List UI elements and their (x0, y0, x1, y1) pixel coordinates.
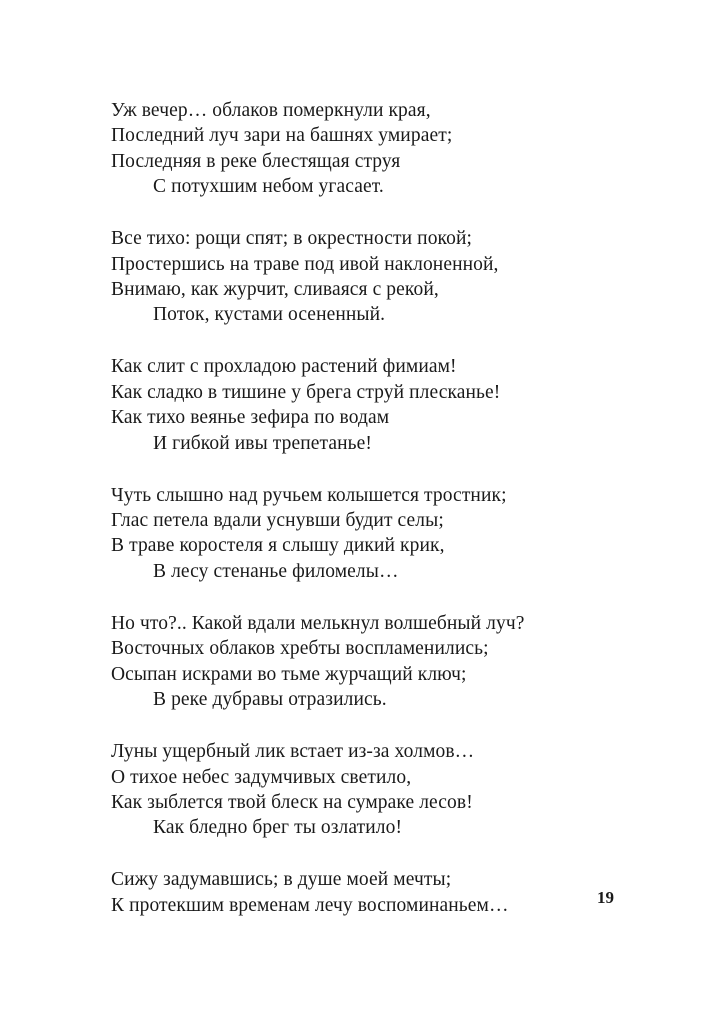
verse-line: Осыпан искрами во тьме журчащий ключ; (111, 663, 467, 685)
page-number: 19 (597, 888, 614, 907)
stanza-1 (111, 98, 591, 200)
verse-line-indented: С потухшим небом угасает. (153, 176, 384, 198)
verse-line-indented: И гибкой ивы трепетанье! (153, 432, 373, 454)
verse-line: Чуть слышно над ручьем колышется тростник; (111, 484, 507, 506)
verse-line: Последняя в реке блестящая струя (111, 150, 401, 172)
verse-line-indented: В реке дубравы отразились. (153, 689, 387, 711)
poem-text (111, 98, 591, 918)
verse-line: Все тихо: рощи спят; в окрестности покой; (111, 228, 473, 250)
verse-line: В траве коростеля я слышу дикий крик, (111, 535, 445, 557)
verse-line: Внимаю, как журчит, сливаяся с рекой, (111, 279, 439, 301)
verse-line: Как зыблется твой блеск на сумраке лесов! (111, 791, 473, 813)
stanza-7 (111, 867, 591, 918)
stanza-3 (111, 354, 591, 456)
stanza-2 (111, 226, 591, 328)
stanza-5 (111, 611, 591, 713)
verse-line-indented: Поток, кустами осененный. (153, 304, 386, 326)
verse-line: Но что?.. Какой вдали мелькнул волшебный луч? (111, 612, 525, 634)
verse-line: О тихое небес задумчивых светило, (111, 766, 412, 788)
verse-line: Как слит с прохладою растений фимиам! (111, 356, 457, 378)
verse-line: Сижу задумавшись; в душе моей мечты; (111, 869, 452, 891)
verse-line: Глас петела вдали уснувши будит селы; (111, 510, 444, 532)
verse-line: Последний луч зари на башнях умирает; (111, 125, 453, 147)
verse-line: К протекшим временам лечу воспоминаньем… (111, 894, 509, 916)
verse-line: Простершись на траве под ивой наклоненной, (111, 253, 499, 275)
verse-line: Уж вечер… облаков померкнули края, (111, 100, 431, 121)
verse-line: Как тихо веянье зефира по водам (111, 407, 390, 429)
verse-line-indented: В лесу стенанье филомелы… (153, 560, 399, 582)
stanza-6 (111, 739, 591, 841)
stanza-4 (111, 483, 591, 585)
verse-line: Восточных облаков хребты воспламенились; (111, 638, 489, 660)
verse-line-indented: Как бледно брег ты озлатило! (153, 817, 403, 839)
verse-line: Луны ущербный лик встает из-за холмов… (111, 741, 475, 763)
verse-line: Как сладко в тишине у брега струй плесканье! (111, 381, 501, 403)
